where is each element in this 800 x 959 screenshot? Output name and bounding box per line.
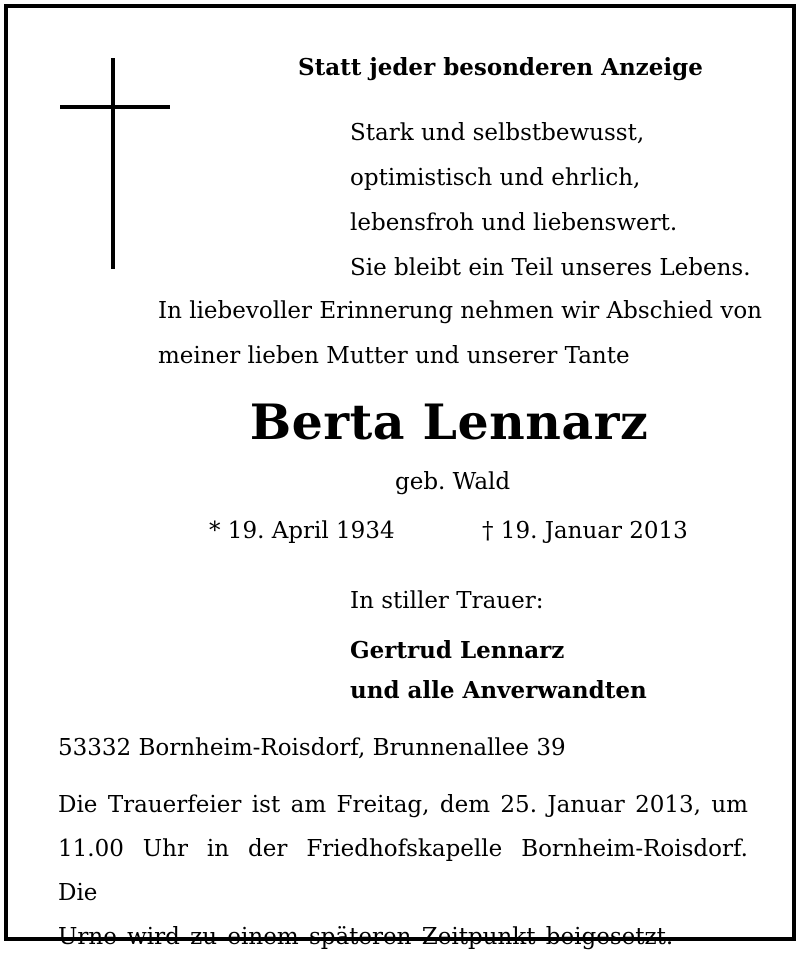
cross-horizontal-bar (60, 105, 170, 109)
funeral-info-line: Urne wird zu einem späteren Zeitpunkt beigesetzt. (58, 924, 674, 950)
deceased-birth-name: geb. Wald (395, 469, 511, 495)
poem-line: optimistisch und ehrlich, (350, 165, 641, 191)
notice-header: Statt jeder besonderen Anzeige (298, 54, 703, 81)
cross-vertical-bar (111, 58, 115, 269)
mourner-name: und alle Anverwandten (350, 677, 647, 704)
poem-line: lebensfroh und liebenswert. (350, 210, 678, 236)
poem-line: Stark und selbstbewusst, (350, 120, 645, 146)
intro-text (158, 289, 762, 379)
mourning-label: In stiller Trauer: (350, 588, 544, 614)
birth-date: * 19. April 1934 (209, 518, 395, 544)
death-date: † 19. Januar 2013 (482, 518, 688, 544)
intro-line: In liebevoller Erinnerung nehmen wir Abschied von (158, 298, 762, 324)
funeral-info-line: 11.00 Uhr in der Friedhofskapelle Bornheim-Roisdorf. Die (58, 836, 748, 906)
intro-line: meiner lieben Mutter und unserer Tante (158, 343, 630, 369)
poem (350, 111, 751, 291)
funeral-info-line: Die Trauerfeier ist am Freitag, dem 25. Januar 2013, um (58, 792, 748, 818)
poem-line: Sie bleibt ein Teil unseres Lebens. (350, 255, 751, 281)
address: 53332 Bornheim-Roisdorf, Brunnenallee 39 (58, 735, 566, 761)
mourner-name: Gertrud Lennarz (350, 637, 565, 664)
deceased-name: Berta Lennarz (249, 393, 649, 451)
funeral-info (58, 783, 748, 959)
obituary-notice (4, 4, 796, 950)
